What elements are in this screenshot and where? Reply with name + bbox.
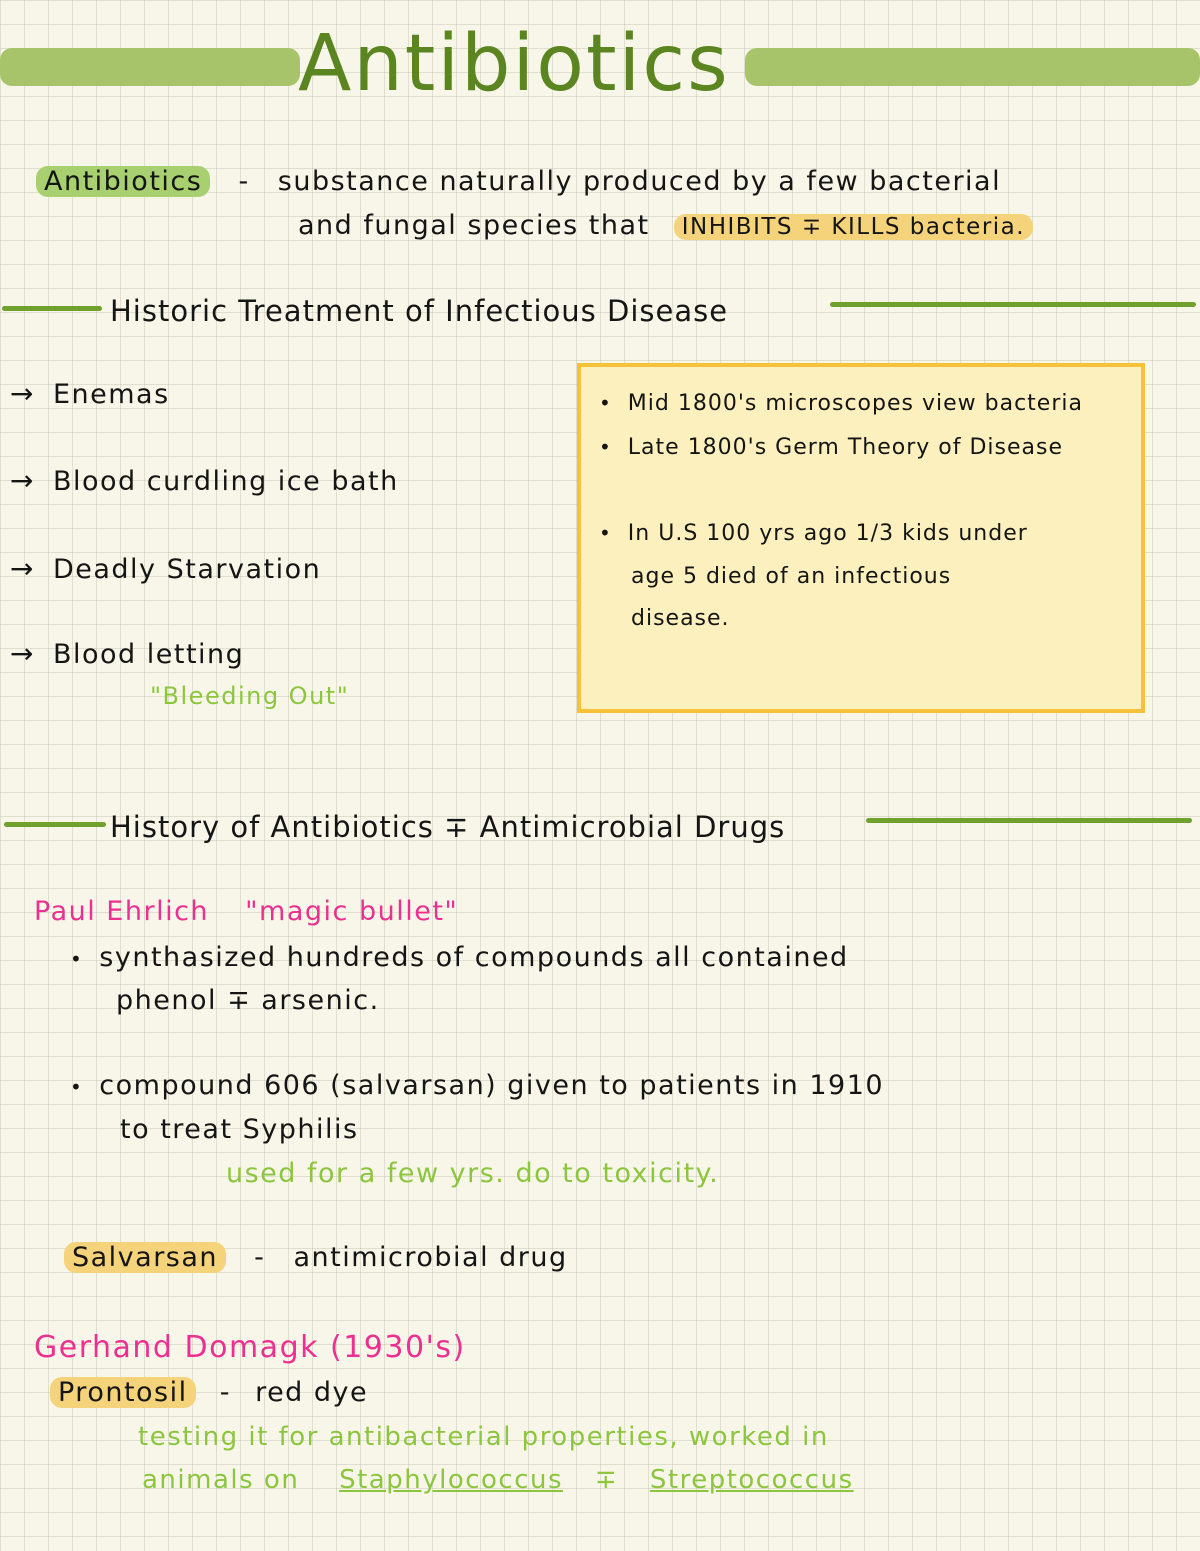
ehrlich-point-text: synthasized hundreds of compounds all contained: [99, 942, 849, 973]
salvarsan-definition: [64, 1242, 568, 1273]
term-prontosil: Prontosil: [50, 1377, 196, 1408]
definition-dash: -: [238, 166, 250, 197]
fact-text: Mid 1800's microscopes view bacteria: [627, 391, 1083, 416]
animals-on-text: animals on: [142, 1465, 300, 1495]
ehrlich-header: [34, 896, 458, 927]
ampersand: ∓: [594, 1465, 619, 1495]
section2-heading: History of Antibiotics ∓ Antimicrobial Drugs: [110, 810, 786, 844]
section2-line-left: [4, 822, 106, 827]
list-item: [10, 464, 399, 497]
arrow-icon: →: [10, 552, 35, 585]
domagk-note-line-2: [142, 1465, 854, 1495]
list-item-label: Blood letting: [52, 639, 245, 670]
staphylococcus: Staphylococcus: [339, 1465, 564, 1495]
title-bar-left: [0, 48, 300, 86]
ehrlich-point-2-line-2: to treat Syphilis: [120, 1114, 359, 1145]
list-item: [10, 377, 170, 410]
toxicity-note: used for a few yrs. do to toxicity.: [226, 1158, 720, 1189]
term-antibiotics: Antibiotics: [36, 166, 210, 197]
ehrlich-name: Paul Ehrlich: [34, 896, 210, 927]
title-bar-right: [745, 48, 1200, 86]
salvarsan-dash: -: [254, 1242, 266, 1273]
arrow-icon: →: [10, 464, 35, 497]
fact-text: In U.S 100 yrs ago 1/3 kids under: [627, 521, 1028, 546]
definition-text-2: and fungal species that: [298, 210, 650, 241]
prontosil-definition: [50, 1377, 368, 1408]
fact-bullet-1: [599, 381, 1083, 426]
bullet-icon: •: [599, 435, 612, 459]
section1-heading: Historic Treatment of Infectious Disease: [110, 294, 729, 328]
bullet-icon: •: [599, 391, 612, 415]
fact-bullet-3: [599, 511, 1028, 556]
fact-box: [577, 363, 1145, 713]
list-item-label: Enemas: [52, 379, 170, 410]
domagk-note-line-1: testing it for antibacterial properties, worked in: [138, 1422, 829, 1452]
prontosil-definition-text: red dye: [255, 1377, 369, 1408]
magic-bullet: "magic bullet": [245, 896, 459, 927]
list-item-label: Blood curdling ice bath: [52, 466, 399, 497]
ehrlich-point-2: [70, 1070, 884, 1101]
section1-line-right: [830, 302, 1196, 307]
section1-line-left: [2, 306, 102, 311]
page-title: Antibiotics: [298, 19, 730, 109]
list-item: [10, 552, 321, 585]
fact-text: Late 1800's Germ Theory of Disease: [627, 435, 1064, 460]
term-salvarsan: Salvarsan: [64, 1242, 226, 1273]
arrow-icon: →: [10, 637, 35, 670]
definition-line-1: [36, 166, 1001, 197]
fact-bullet-3-line-3: disease.: [631, 606, 730, 631]
ehrlich-point-1: [70, 942, 849, 973]
fact-bullet-3-line-2: age 5 died of an infectious: [631, 564, 952, 589]
list-item-label: Deadly Starvation: [52, 554, 322, 585]
bullet-icon: •: [70, 1075, 84, 1099]
ehrlich-point-1-line-2: phenol ∓ arsenic.: [116, 985, 380, 1016]
arrow-icon: →: [10, 377, 35, 410]
domagk-name: Gerhand Domagk (1930's): [34, 1330, 466, 1365]
bullet-icon: •: [70, 947, 84, 971]
streptococcus: Streptococcus: [649, 1465, 854, 1495]
bleeding-out-note: "Bleeding Out": [150, 682, 350, 710]
section2-line-right: [866, 818, 1192, 823]
list-item: [10, 637, 244, 670]
fact-bullet-2: [599, 425, 1063, 470]
definition-line-2: [298, 210, 1033, 241]
ehrlich-point-text: compound 606 (salvarsan) given to patients in 1910: [99, 1070, 885, 1101]
inhibits-kills-highlight: INHIBITS ∓ KILLS bacteria.: [674, 214, 1033, 240]
definition-text-1: substance naturally produced by a few bacterial: [277, 166, 1002, 197]
bullet-icon: •: [599, 521, 612, 545]
prontosil-dash: -: [219, 1377, 231, 1408]
salvarsan-definition-text: antimicrobial drug: [293, 1242, 568, 1273]
